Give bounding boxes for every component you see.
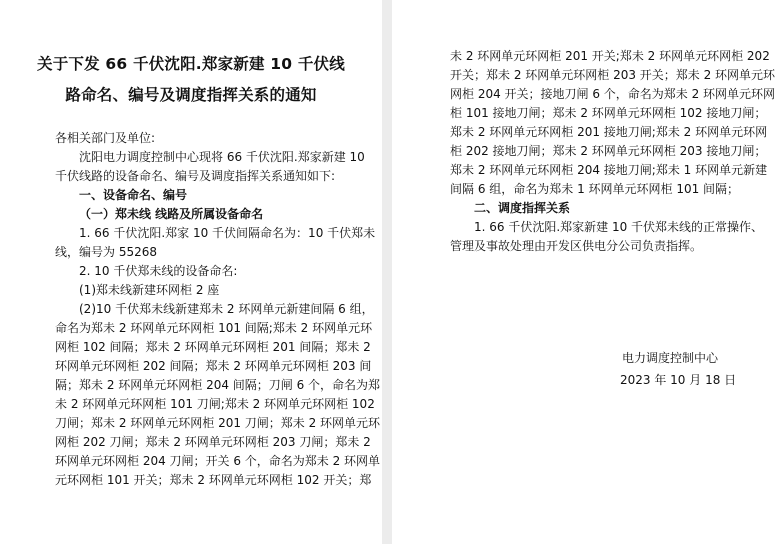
text-line: 未 2 环网单元环网柜 101 刀闸;郑未 2 环网单元环网柜 102 (55, 397, 375, 411)
text-line: 间隔 6 组，命名为郑未 1 环网单元环网柜 101 间隔； (450, 182, 740, 196)
text-line: 千伏线路的设备命名、编号及调度指挥关系通知如下: (55, 169, 336, 183)
text-line: 命名为郑未 2 环网单元环网柜 101 间隔;郑未 2 环网单元环 (55, 321, 373, 335)
signature-date: 2023 年 10 月 18 日 (620, 373, 737, 387)
text-line: 郑未 2 环网单元环网柜 204 接地刀闸;郑未 1 环网单元新建 (450, 163, 768, 177)
text-line: (1)郑未线新建环网柜 2 座 (79, 283, 220, 297)
text-line: 未 2 环网单元环网柜 201 开关;郑未 2 环网单元环网柜 202 (450, 49, 770, 63)
text-line: 2. 10 千伏郑未线的设备命名: (79, 264, 238, 278)
text-line: 网柜 202 刀闸；郑未 2 环网单元环网柜 203 刀闸；郑未 2 (55, 435, 371, 449)
text-line: 柜 202 接地刀闸；郑未 2 环网单元环网柜 203 接地刀闸； (450, 144, 767, 158)
document-page-2 (392, 0, 778, 544)
document-title-line-1: 关于下发 66 千伏沈阳.郑家新建 10 千伏线 (37, 55, 345, 73)
text-line: 各相关部门及单位: (55, 131, 156, 145)
text-line: 网柜 102 间隔；郑未 2 环网单元环网柜 201 间隔；郑未 2 (55, 340, 371, 354)
text-line: 开关；郑未 2 环网单元环网柜 203 开关；郑未 2 环网单元环 (450, 68, 776, 82)
text-line: 隔；郑未 2 环网单元环网柜 204 间隔；刀闸 6 个，命名为郑 (55, 378, 381, 392)
text-line: 沈阳电力调度控制中心现将 66 千伏沈阳.郑家新建 10 (79, 150, 365, 164)
text-line: 网柜 204 开关；接地刀闸 6 个，命名为郑未 2 环网单元环网 (450, 87, 776, 101)
text-line: 管理及事故处理由开发区供电分公司负责指挥。 (450, 239, 703, 253)
text-line: 刀闸；郑未 2 环网单元环网柜 201 刀闸；郑未 2 环网单元环 (55, 416, 381, 430)
section-heading: 二、调度指挥关系 (474, 201, 571, 215)
document-page-1 (0, 0, 382, 544)
text-line: (2)10 千伏郑未线新建郑未 2 环网单元新建间隔 6 组， (79, 302, 374, 316)
section-heading: （一）郑未线 线路及所属设备命名 (79, 207, 264, 221)
text-line: 环网单元环网柜 204 刀闸；开关 6 个，命名为郑未 2 环网单 (55, 454, 381, 468)
text-line: 环网单元环网柜 202 间隔；郑未 2 环网单元环网柜 203 间 (55, 359, 372, 373)
document-title-line-2: 路命名、编号及调度指挥关系的通知 (65, 86, 317, 104)
text-line: 柜 101 接地刀闸；郑未 2 环网单元环网柜 102 接地刀闸； (450, 106, 767, 120)
text-line: 元环网柜 101 开关；郑未 2 环网单元环网柜 102 开关；郑 (55, 473, 372, 487)
text-line: 线，编号为 55268 (55, 245, 157, 259)
signature-org: 电力调度控制中心 (622, 351, 719, 365)
text-line: 1. 66 千伏沈阳.郑家新建 10 千伏郑未线的正常操作、 (474, 220, 764, 234)
text-line: 1. 66 千伏沈阳.郑家 10 千伏间隔命名为：10 千伏郑未 (79, 226, 376, 240)
text-line: 郑未 2 环网单元环网柜 201 接地刀闸;郑未 2 环网单元环网 (450, 125, 768, 139)
section-heading: 一、设备命名、编号 (79, 188, 188, 202)
